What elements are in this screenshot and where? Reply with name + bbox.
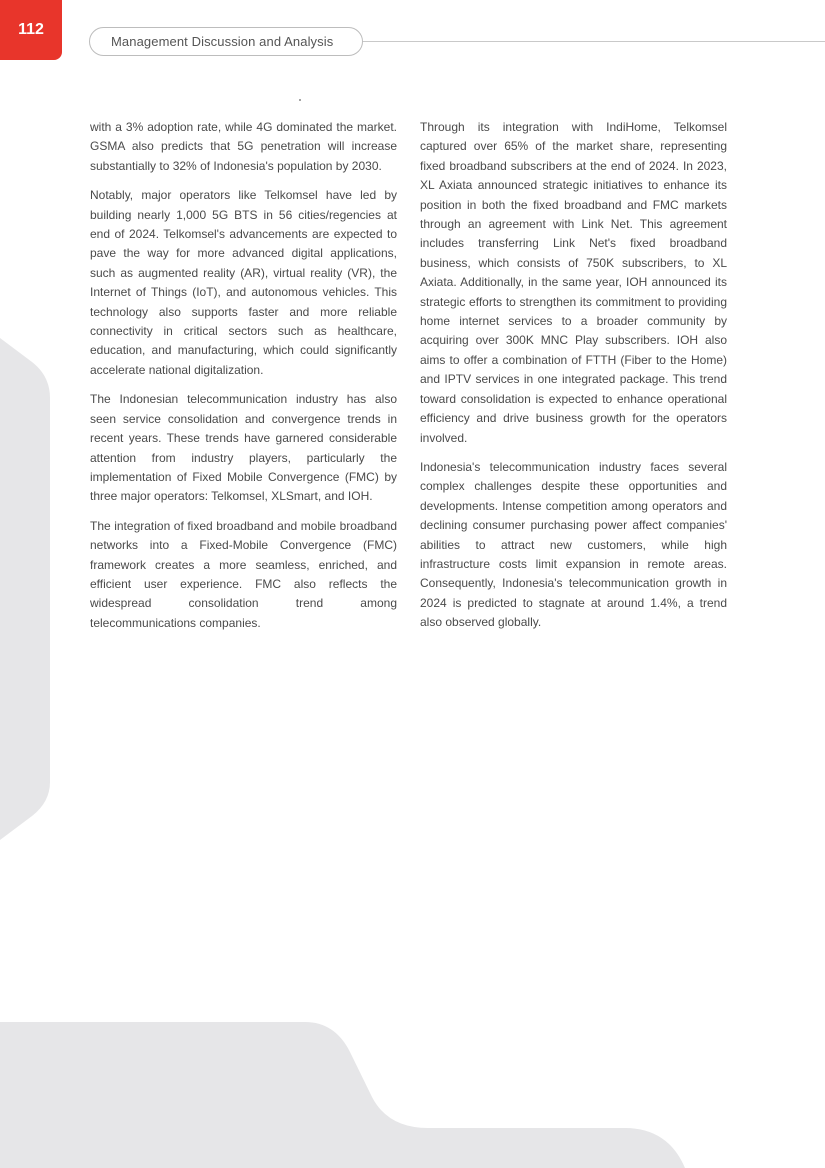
paragraph: Indonesia's telecommunication industry faces several complex challenges despite these opportunities and developments. Intense competition among operators and declining consumer purchasing power affect companies' abilities to attract new customers, while high infrastructure costs limit expansion in remote areas. Consequently, Indonesia's telecommunication growth in 2024 is predicted to stagnate at around 1.4%, a trend also observed globally.: [420, 459, 727, 630]
paragraph: The Indonesian telecommunication industry has also seen service consolidation and convergence trends in recent years. These trends have garnered considerable attention from industry players, particularly the implementation of Fixed Mobile Convergence (FMC) by three major operators: Telkomsel, XLSmart, and IOH.: [90, 392, 397, 504]
paragraph: The integration of fixed broadband and mobile broadband networks into a Fixed-Mobile Convergence (FMC) framework creates a more seamless, enriched, and efficient user experience. FMC also reflects the widespread consolidation trend among telecommunications companies.: [90, 518, 397, 630]
left-hexagon-shape: [0, 338, 50, 840]
page-number: 112: [18, 21, 44, 38]
paragraph: Through its integration with IndiHome, Telkomsel captured over 65% of the market share, representing fixed broadband subscribers at the end of 2024. In 2023, XL Axiata announced strategic initiatives to enhance its position in both the fixed broadband and FMC markets through an agreement with Link Net. This agreement includes transferring Link Net's fixed broadband business, which consists of 750K subscribers, to XL Axiata. Additionally, in the same year, IOH announced its strategic efforts to strengthen its commitment to providing home internet services to a broader community by acquiring over 300K MNC Play subscribers. IOH also aims to offer a combination of FTTH (Fiber to the Home) and IPTV services in one integrated package. This trend toward consolidation is expected to enhance operational efficiency and drive business growth for the operators involved.: [420, 120, 727, 445]
bottom-wave-shape: [0, 1022, 685, 1168]
paragraph: Notably, major operators like Telkomsel have led by building nearly 1,000 5G BTS in 56 cities/regencies at end of 2024. Telkomsel's advancements are expected to pave the way for more advanced digital applications, such as augmented reality (AR), virtual reality (VR), the Internet of Things (IoT), and autonomous vehicles. This technology also supports faster and more reliable connectivity in critical sectors such as healthcare, education, and manufacturing, which could significantly accelerate national digitalization.: [90, 188, 397, 377]
header-divider: [360, 41, 825, 42]
section-title-pill: [89, 27, 363, 56]
left-text-column: [90, 118, 397, 643]
paragraph: with a 3% adoption rate, while 4G dominated the market. GSMA also predicts that 5G penetration will increase substantially to 32% of Indonesia's population by 2030.: [90, 120, 397, 173]
decorative-dot: [299, 99, 301, 101]
section-title: Management Discussion and Analysis: [111, 34, 334, 49]
right-text-column: [420, 118, 727, 643]
page-number-badge: [0, 0, 62, 60]
